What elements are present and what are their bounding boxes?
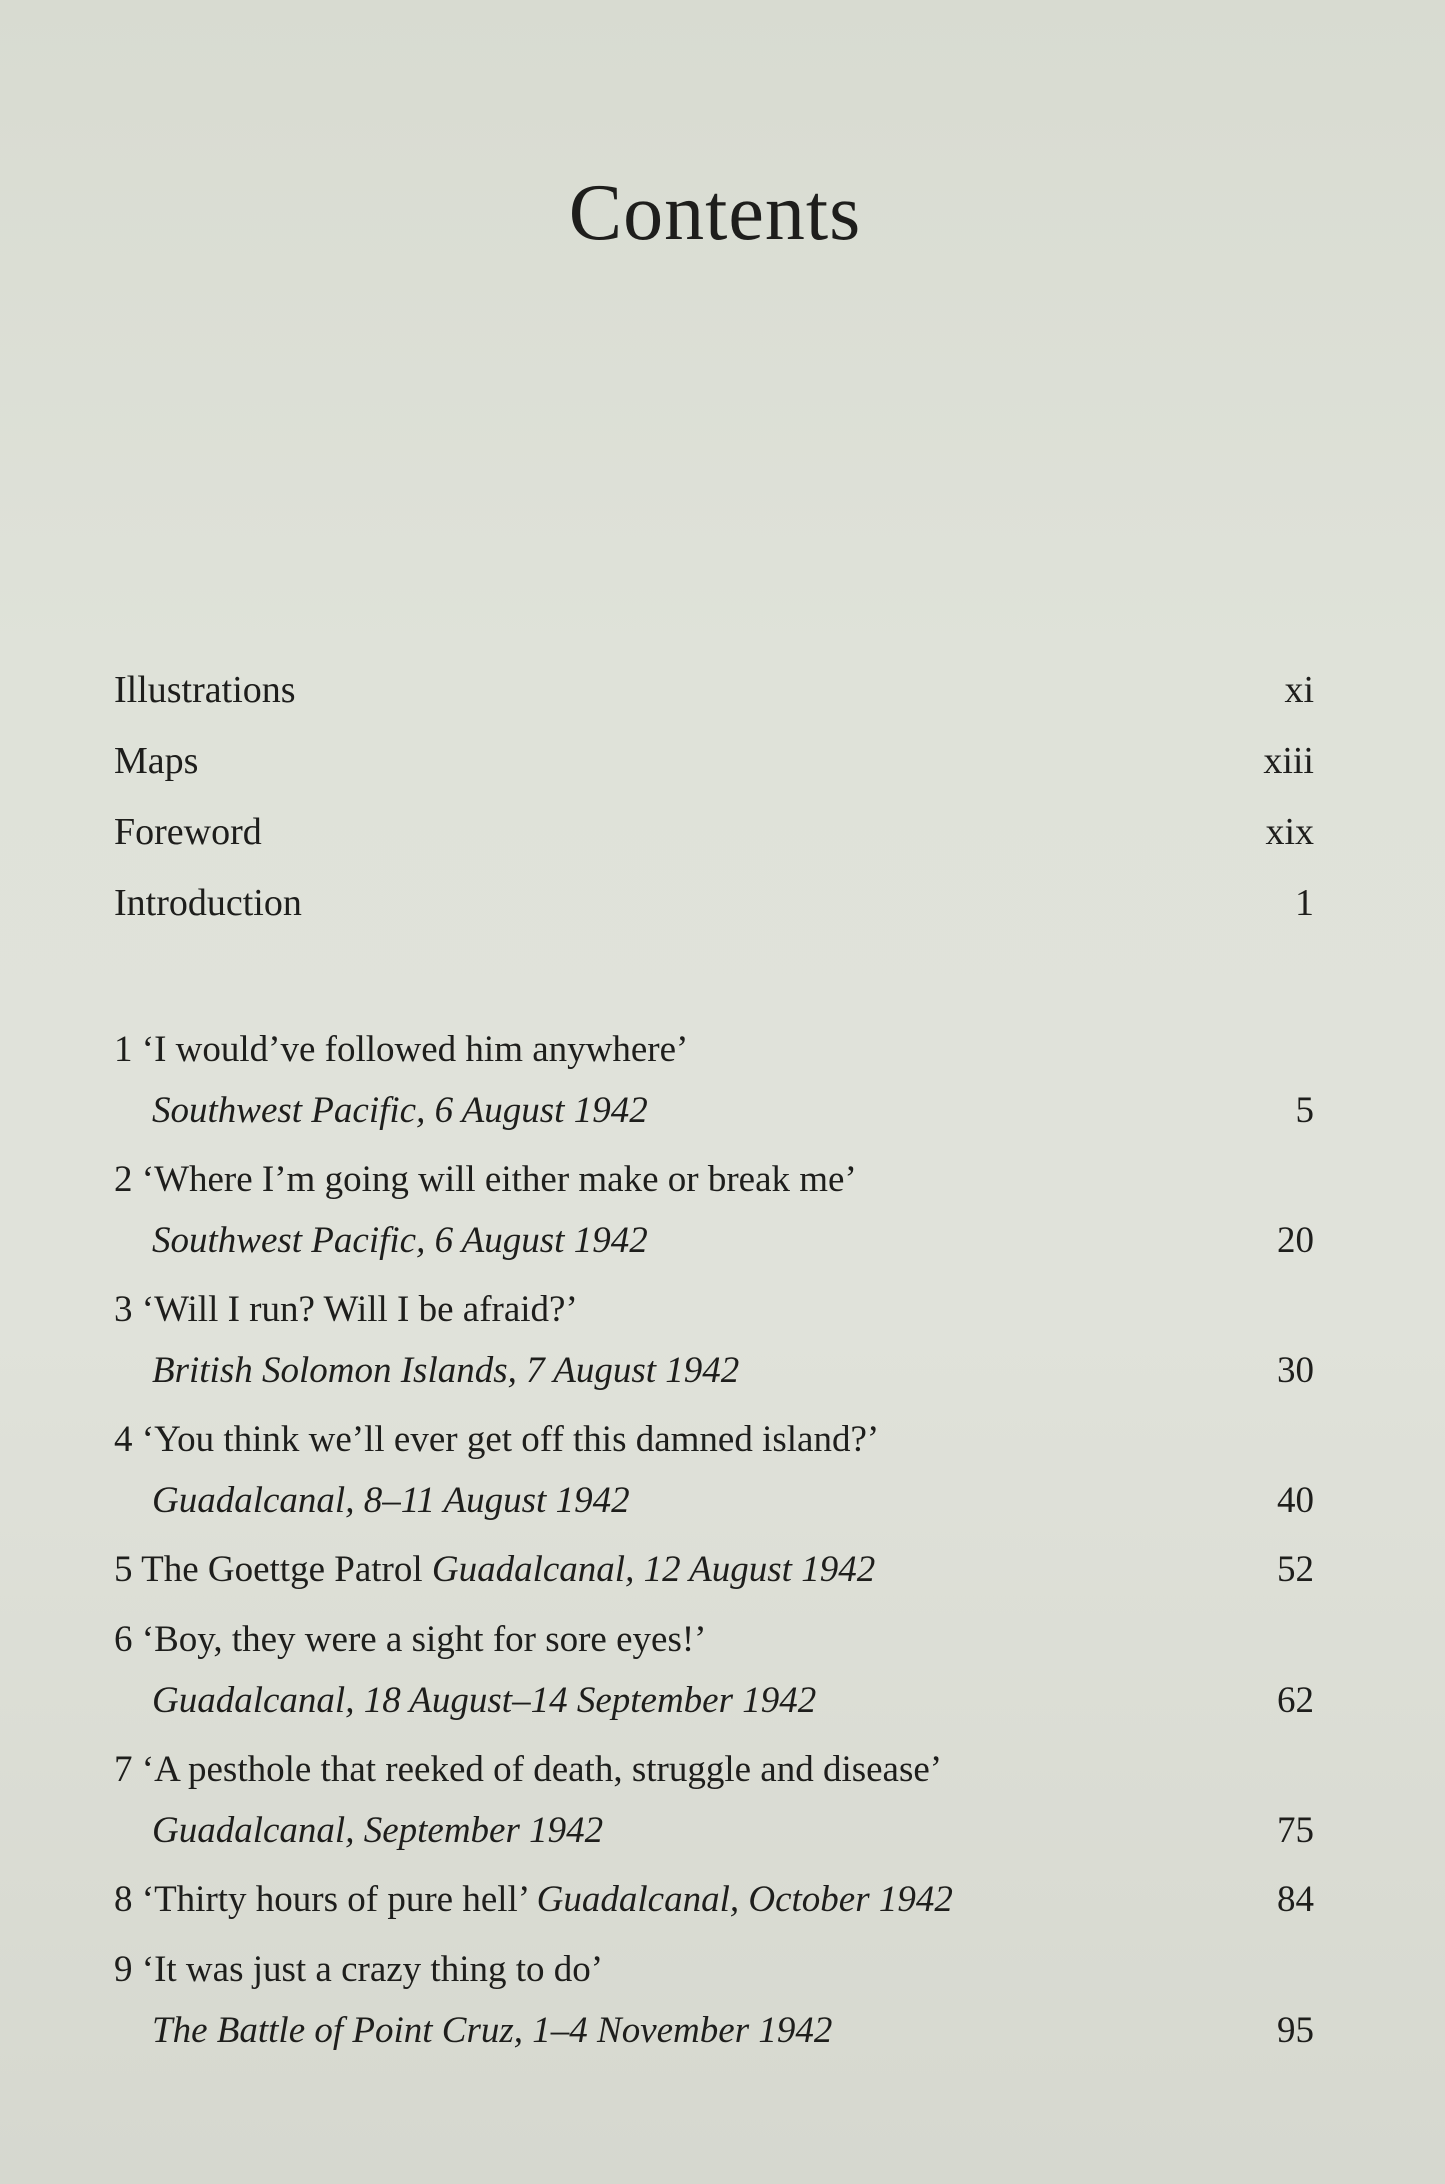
chapter-subtitle: Guadalcanal, 12 August 1942: [431, 1549, 876, 1590]
chapter-title: ‘Boy, they were a sight for sore eyes!’: [141, 1619, 707, 1660]
chapter-title: ‘Where I’m going will either make or break me’: [141, 1159, 857, 1200]
chapter-title: ‘Will I run? Will I be afraid?’: [141, 1289, 578, 1330]
entry-page-number: 84: [1277, 1879, 1314, 1920]
entry-page-number: 5: [1295, 1090, 1314, 1131]
entry-page-number: 30: [1277, 1350, 1314, 1391]
chapter-title: ‘It was just a crazy thing to do’: [141, 1949, 604, 1990]
chapter-number: 7: [114, 1749, 133, 1790]
entry-page-number: xiii: [1263, 740, 1314, 782]
entry-label: Maps: [114, 740, 199, 782]
entry-page-number: xi: [1284, 669, 1314, 711]
chapter-subtitle: Southwest Pacific, 6 August 1942: [152, 1220, 648, 1261]
chapter-title: ‘I would’ve followed him anywhere’: [141, 1029, 689, 1070]
chapter-number: 6: [114, 1619, 133, 1660]
toc-entry-foreword[interactable]: [114, 810, 1314, 860]
chapter-subtitle: Southwest Pacific, 6 August 1942: [152, 1090, 648, 1131]
entry-page-number: 20: [1277, 1220, 1314, 1261]
entry-page-number: 1: [1295, 882, 1314, 924]
chapter-number: 8: [114, 1879, 133, 1920]
chapter-subtitle: The Battle of Point Cruz, 1–4 November 1942: [152, 2010, 833, 2051]
chapter-subtitle: Guadalcanal, 8–11 August 1942: [152, 1480, 630, 1521]
chapter-title: ‘Thirty hours of pure hell’: [141, 1879, 528, 1920]
chapter-title: ‘You think we’ll ever get off this damned island?’: [141, 1419, 880, 1460]
entry-label: Introduction: [114, 882, 302, 924]
entry-page-number: xix: [1265, 811, 1314, 853]
chapter-title: ‘A pesthole that reeked of death, struggle and disease’: [141, 1749, 943, 1790]
toc-entry-maps[interactable]: [114, 739, 1314, 789]
chapter-subtitle: Guadalcanal, October 1942: [536, 1879, 953, 1920]
entry-page-number: 52: [1277, 1549, 1314, 1590]
chapter-title: The Goettge Patrol: [141, 1549, 423, 1590]
entry-page-number: 40: [1277, 1480, 1314, 1521]
entry-label: Foreword: [114, 811, 262, 853]
chapter-subtitle: Guadalcanal, September 1942: [152, 1810, 604, 1851]
chapter-subtitle: Guadalcanal, 18 August–14 September 1942: [152, 1680, 817, 1721]
toc-entry-illustrations[interactable]: [114, 668, 1314, 718]
entry-page-number: 62: [1277, 1680, 1314, 1721]
chapter-number: 3: [114, 1289, 133, 1330]
chapter-number: 2: [114, 1159, 133, 1200]
chapter-number: 4: [114, 1419, 133, 1460]
entry-label: Illustrations: [114, 669, 296, 711]
toc-entry-introduction[interactable]: [114, 881, 1314, 931]
chapter-number: 5: [114, 1549, 133, 1590]
chapter-number: 1: [114, 1029, 133, 1070]
entry-page-number: 75: [1277, 1810, 1314, 1851]
chapter-subtitle: British Solomon Islands, 7 August 1942: [152, 1350, 740, 1391]
chapter-number: 9: [114, 1949, 133, 1990]
entry-page-number: 95: [1277, 2010, 1314, 2051]
page-title: Contents: [568, 169, 862, 257]
